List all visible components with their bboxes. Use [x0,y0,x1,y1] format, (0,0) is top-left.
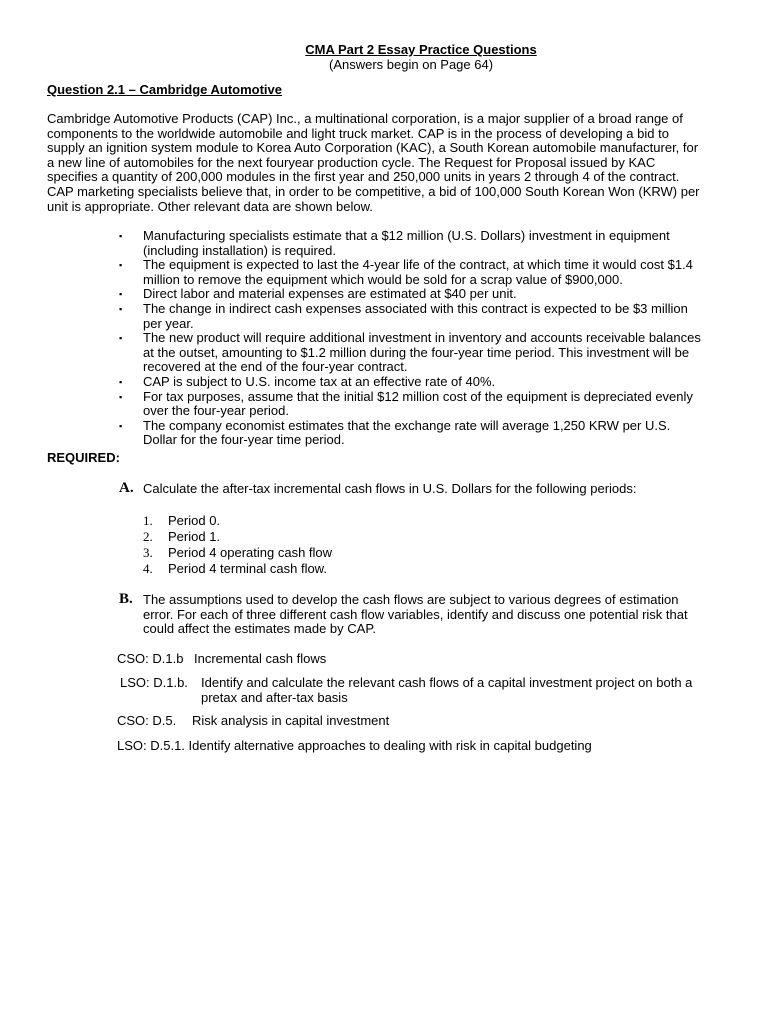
list-item-line: Manufacturing specialists estimate that a $12 million (U.S. Dollars) investment in equipment [143,228,670,243]
list-item [119,390,709,419]
list-item [119,258,709,287]
intro-line: unit is appropriate. Other relevant data are shown below. [47,198,373,214]
objective-description: Risk analysis in capital investment [192,713,390,728]
part-letter: B. [119,591,133,607]
list-item-line: per year. [143,315,194,331]
list-item-line: over the four-year period. [143,403,289,419]
list-item [119,229,709,258]
list-item [119,375,709,390]
list-number: 4. [143,561,153,576]
required-part-b [119,593,709,637]
objective-description-line: Identify and calculate the relevant cash flows of a capital investment project on both a [201,675,693,690]
list-item-line: (including installation) is required. [143,242,336,258]
part-text-line: error. For each of three different cash flow variables, identify and discuss one potential risk that [143,606,688,622]
lso-objective [120,676,692,705]
square-bullet-icon: ▪ [119,289,123,300]
part-text [119,593,709,637]
lso-objective: LSO: D.5.1. Identify alternative approaches to dealing with risk in capital budgeting [117,738,592,753]
part-text-line: The assumptions used to develop the cash flows are subject to various degrees of estimation [143,592,679,607]
list-item [119,302,709,331]
document-title: CMA Part 2 Essay Practice Questions [305,42,537,57]
periods-list [143,513,332,577]
cso-objective [117,652,326,667]
objective-code: LSO: D.1.b. [120,675,188,690]
intro-line: CAP marketing specialists believe that, in order to be competitive, a bid of 100,000 South Korean Won (KRW) per [47,183,700,199]
question-intro [47,112,717,214]
list-item [143,529,332,545]
intro-line: supply an ignition system module to Korea Auto Corporation (KAC), a South Korean automobile manufacturer, for [47,140,699,156]
list-item-line: at the outset, amounting to $1.2 million during the four-year time period. This investment will be [143,344,690,360]
list-item-line: The new product will require additional investment in inventory and accounts receivable balances [143,330,701,346]
list-item-line: CAP is subject to U.S. income tax at an effective rate of 40%. [143,373,496,389]
objective-code: CSO: D.1.b [117,651,184,666]
objective-description: Incremental cash flows [194,651,327,666]
intro-line: specifies a quantity of 200,000 modules in the first year and 250,000 units in years 2 through 4 of the contract. [47,169,680,185]
list-item [119,287,709,302]
square-bullet-icon: ▪ [119,333,123,344]
list-item-line: Dollar for the four-year time period. [143,432,345,448]
objective-description-line: pretax and after-tax basis [201,689,348,705]
list-item [143,513,332,529]
list-item-text: Period 4 terminal cash flow. [168,561,327,576]
square-bullet-icon: ▪ [119,231,123,241]
required-part-a [119,482,709,497]
intro-line: Cambridge Automotive Products (CAP) Inc., a multinational corporation, is a major supplier of a broad range of [47,111,683,126]
list-item-line: The company economist estimates that the exchange rate will average 1,250 KRW per U.S. [143,417,671,433]
cso-objective [117,714,389,729]
square-bullet-icon: ▪ [119,303,123,314]
intro-line: a new line of automobiles for the next fouryear production cycle. The Request for Proposal issued by KAC [47,154,656,170]
list-item-text: Period 0. [168,513,221,528]
relevant-data-list [119,229,709,448]
list-item [143,561,332,577]
square-bullet-icon: ▪ [119,391,123,402]
list-number: 1. [143,513,153,528]
part-text-line: could affect the estimates made by CAP. [143,621,376,637]
objective-description [201,676,692,705]
list-item-text: Period 4 operating cash flow [168,545,333,560]
list-item-line: The change in indirect cash expenses associated with this contract is expected to be $3 million [143,300,688,316]
document-subtitle: (Answers begin on Page 64) [329,57,494,72]
list-item-line: Direct labor and material expenses are estimated at $40 per unit. [143,286,517,302]
list-item-line: The equipment is expected to last the 4-year life of the contract, at which time it would cost $1.4 [143,257,693,273]
list-item [143,545,332,561]
list-number: 3. [143,545,153,560]
list-item [119,331,709,375]
required-heading: REQUIRED: [47,450,120,465]
square-bullet-icon: ▪ [119,420,123,431]
part-letter: A. [119,480,134,496]
part-text [119,482,709,497]
objective-code: CSO: D.5. [117,713,177,728]
square-bullet-icon: ▪ [119,376,123,387]
list-item-line: recovered at the end of the four-year contract. [143,359,408,375]
list-item [119,419,709,448]
part-text-line: Calculate the after-tax incremental cash flows in U.S. Dollars for the following periods: [143,481,637,496]
question-heading: Question 2.1 – Cambridge Automotive [47,82,283,97]
list-item-line: For tax purposes, assume that the initial $12 million cost of the equipment is depreciated evenly [143,388,693,404]
list-item-text: Period 1. [168,529,221,544]
intro-line: components to the worldwide automobile and light truck market. CAP is in the process of developing a bid to [47,125,669,141]
list-number: 2. [143,529,153,544]
list-item-line: million to remove the equipment which would be sold for a scrap value of $900,000. [143,271,623,287]
square-bullet-icon: ▪ [119,260,123,271]
